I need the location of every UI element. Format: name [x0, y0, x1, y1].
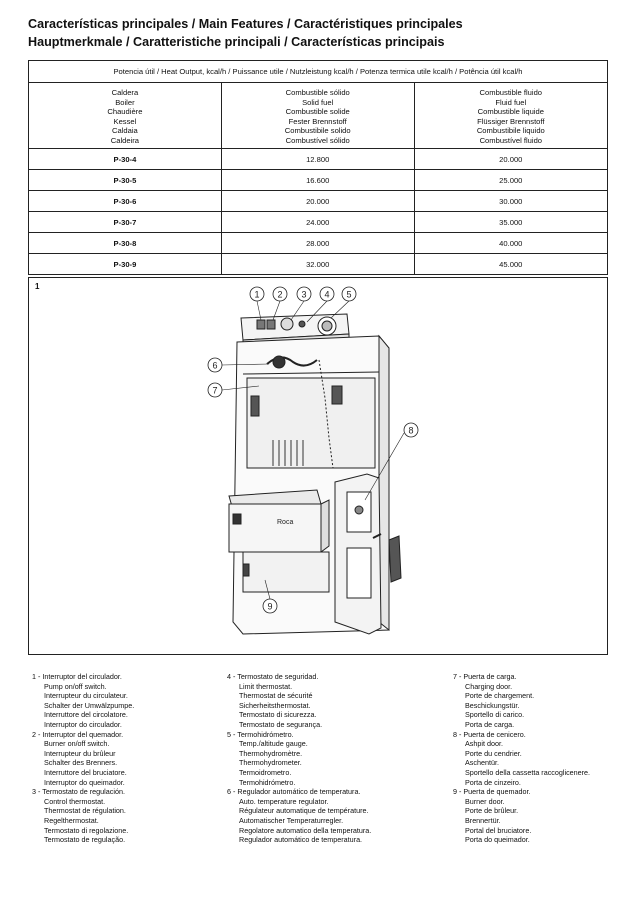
- callout-label-1: 1: [254, 289, 260, 300]
- callout-label-8: 8: [408, 425, 414, 436]
- heading-line-2: Hauptmerkmale / Caratteristiche principali / Características principais: [28, 35, 445, 49]
- legend-translation: Porte du cendrier.: [465, 748, 522, 758]
- page-heading: [28, 15, 618, 51]
- legend-translation: Thermohydrometer.: [239, 758, 302, 768]
- legend-translation: Beschickungstür.: [465, 700, 520, 710]
- legend-translation: Interruttore del circolatore.: [44, 710, 128, 720]
- legend-item: [32, 730, 217, 788]
- legend-translation: Portal del bruciatore.: [465, 825, 532, 835]
- legend-translation: Termostato de regulação.: [44, 835, 126, 845]
- legend-translation: Regolatore automatico della temperatura.: [239, 825, 372, 835]
- specifications-table: [28, 60, 608, 275]
- legend-translation: Limit thermostat.: [239, 681, 293, 691]
- fluid-output-cell: 45.000: [414, 254, 607, 275]
- legend-column-1: [32, 672, 217, 845]
- legend-translation: Sicherheitsthermostat.: [239, 700, 311, 710]
- legend-translation: Automatischer Temperaturregler.: [239, 815, 344, 825]
- solid-output-cell: 28.000: [221, 233, 414, 254]
- legend-translation: Burner door.: [465, 796, 505, 806]
- legend-item-title: 6 - Regulador automático de temperatura.: [227, 787, 361, 797]
- solid-output-cell: 16.600: [221, 170, 414, 191]
- boiler-label: Caldaia: [112, 126, 138, 135]
- fluid-output-cell: 35.000: [414, 212, 607, 233]
- heading-line-1: Características principales / Main Features / Caractéristiques principales: [28, 17, 463, 31]
- legend-translation: Interruptor do circulador.: [44, 719, 122, 729]
- solid-fuel-label: Fester Brennstoff: [288, 116, 347, 126]
- legend-item-title: 7 - Puerta de carga.: [453, 672, 517, 681]
- model-cell: P-30-4: [29, 149, 222, 170]
- legend-translation: Brennertür.: [465, 815, 501, 825]
- solid-fuel-label: Combustibile solido: [284, 126, 351, 135]
- model-cell: P-30-6: [29, 191, 222, 212]
- legend-translation: Termostato di sicurezza.: [239, 710, 317, 720]
- legend-translation: Thermohydromètre.: [239, 748, 303, 758]
- legend-translation: Thermostat de sécurité: [239, 691, 313, 701]
- solid-output-cell: 12.800: [221, 149, 414, 170]
- legend-item-title: 5 - Termohidrómetro.: [227, 729, 294, 739]
- legend-column-3: [453, 672, 633, 845]
- boiler-illustration: [29, 278, 607, 654]
- table-row: [29, 149, 608, 170]
- boiler-figure: [28, 277, 608, 655]
- legend-item-title: 1 - Interruptor del circulador.: [32, 672, 122, 681]
- legend-translation: Ashpit door.: [465, 739, 503, 749]
- legend-translation: Interrupteur du brûleur: [44, 748, 116, 758]
- callout-label-9: 9: [267, 601, 273, 612]
- fluid-fuel-label: Combustível fluido: [479, 135, 543, 145]
- callout-label-5: 5: [346, 289, 352, 300]
- legend-item: [32, 672, 217, 730]
- legend-item-title: 3 - Termostato de regulación.: [32, 787, 125, 797]
- model-cell: P-30-5: [29, 170, 222, 191]
- solid-fuel-label: Combustible sólido: [285, 88, 350, 97]
- legend-translation: Auto. temperature regulator.: [239, 796, 329, 806]
- legend-translation: Sportello della cassetta raccoglicenere.: [465, 767, 591, 777]
- table-header: Potencia útil / Heat Output, kcal/h / Puissance utile / Nutzleistung kcal/h / Potenza termica utile kcal/h / Potência útil kcal/h: [29, 61, 608, 83]
- fluid-fuel-label: Fluid fuel: [495, 97, 527, 107]
- legend-translation: Regulador automático de temperatura.: [239, 835, 363, 845]
- fluid-fuel-label: Combustibile liquido: [476, 126, 545, 135]
- legend-translation: Charging door.: [465, 681, 513, 691]
- solid-output-cell: 32.000: [221, 254, 414, 275]
- legend-translation: Regelthermostat.: [44, 815, 99, 825]
- legend-item-title: 9 - Puerta de quemador.: [453, 787, 531, 797]
- callout-label-4: 4: [324, 289, 330, 300]
- callout-label-2: 2: [277, 289, 283, 300]
- fluid-output-cell: 30.000: [414, 191, 607, 212]
- legend-item: [32, 787, 217, 845]
- legend-item: [453, 787, 633, 845]
- legend-translation: Aschentür.: [465, 758, 499, 768]
- fluid-fuel-label: Combustible fluido: [479, 88, 543, 97]
- solid-fuel-label-cell: [221, 83, 414, 149]
- boiler-label-cell: [29, 83, 222, 149]
- legend-translation: Schalter der Umwälzpumpe.: [44, 700, 135, 710]
- legend-translation: Porte de chargement.: [465, 691, 535, 701]
- legend-column-2: [227, 672, 427, 845]
- legend-translation: Pump on/off switch.: [44, 681, 107, 691]
- legend-item-title: 2 - Interruptor del quemador.: [32, 729, 124, 739]
- boiler-label: Caldera: [111, 88, 139, 97]
- legend-translation: Termostato di regolazione.: [44, 825, 129, 835]
- fluid-fuel-label: Flüssiger Brennstoff: [477, 116, 545, 126]
- legend-item-title: 8 - Puerta de cenicero.: [453, 729, 526, 739]
- legend-translation: Termostato de segurança.: [239, 719, 323, 729]
- legend-translation: Thermostat de régulation.: [44, 806, 126, 816]
- model-cell: P-30-7: [29, 212, 222, 233]
- legend-translation: Porta do queimador.: [465, 835, 530, 845]
- legend-item: [227, 730, 427, 788]
- legend-translation: Régulateur automatique de température.: [239, 806, 369, 816]
- legend-item: [227, 787, 427, 845]
- table-row: [29, 212, 608, 233]
- model-cell: P-30-8: [29, 233, 222, 254]
- legend-translation: Termohidrómetro.: [239, 777, 296, 787]
- table-row: [29, 191, 608, 212]
- legend-translation: Control thermostat.: [44, 796, 106, 806]
- fluid-fuel-label-cell: [414, 83, 607, 149]
- model-cell: P-30-9: [29, 254, 222, 275]
- table-row: [29, 170, 608, 191]
- table-row: [29, 254, 608, 275]
- legend-item-title: 4 - Termostato de seguridad.: [227, 672, 319, 681]
- callout-label-7: 7: [212, 385, 218, 396]
- legend-translation: Interrupteur du circulateur.: [44, 691, 128, 701]
- solid-fuel-label: Solid fuel: [302, 97, 334, 107]
- legend-item: [453, 672, 633, 730]
- legend-translation: Schalter des Brenners.: [44, 758, 118, 768]
- figure-number: 1: [35, 282, 40, 291]
- fluid-fuel-label: Combustible liquide: [477, 107, 544, 116]
- fluid-output-cell: 40.000: [414, 233, 607, 254]
- legend-translation: Temp./altitude gauge.: [239, 739, 308, 749]
- solid-output-cell: 24.000: [221, 212, 414, 233]
- legend-translation: Termoidrometro.: [239, 767, 292, 777]
- callout-label-6: 6: [212, 360, 218, 371]
- boiler-label: Kessel: [113, 116, 137, 126]
- legend-translation: Porta de cinzeiro.: [465, 777, 521, 787]
- legend-item: [453, 730, 633, 788]
- fluid-output-cell: 20.000: [414, 149, 607, 170]
- solid-fuel-label: Combustible solide: [285, 107, 350, 116]
- legend-translation: Sportello di carico.: [465, 710, 525, 720]
- legend-item: [227, 672, 427, 730]
- legend-translation: Interruttore del bruciatore.: [44, 767, 127, 777]
- legend-translation: Burner on/off switch.: [44, 739, 110, 749]
- boiler-label: Boiler: [115, 97, 135, 107]
- boiler-label: Chaudière: [107, 107, 143, 116]
- callout-label-3: 3: [301, 289, 307, 300]
- solid-output-cell: 20.000: [221, 191, 414, 212]
- legend-translation: Porta de carga.: [465, 719, 515, 729]
- table-row: [29, 233, 608, 254]
- legend-translation: Interruptor do queimador.: [44, 777, 125, 787]
- solid-fuel-label: Combustível sólido: [285, 135, 350, 145]
- boiler-label: Caldeira: [110, 135, 140, 145]
- fluid-output-cell: 25.000: [414, 170, 607, 191]
- legend-translation: Porte de brûleur.: [465, 806, 519, 816]
- burner-brand: Roca: [277, 519, 294, 526]
